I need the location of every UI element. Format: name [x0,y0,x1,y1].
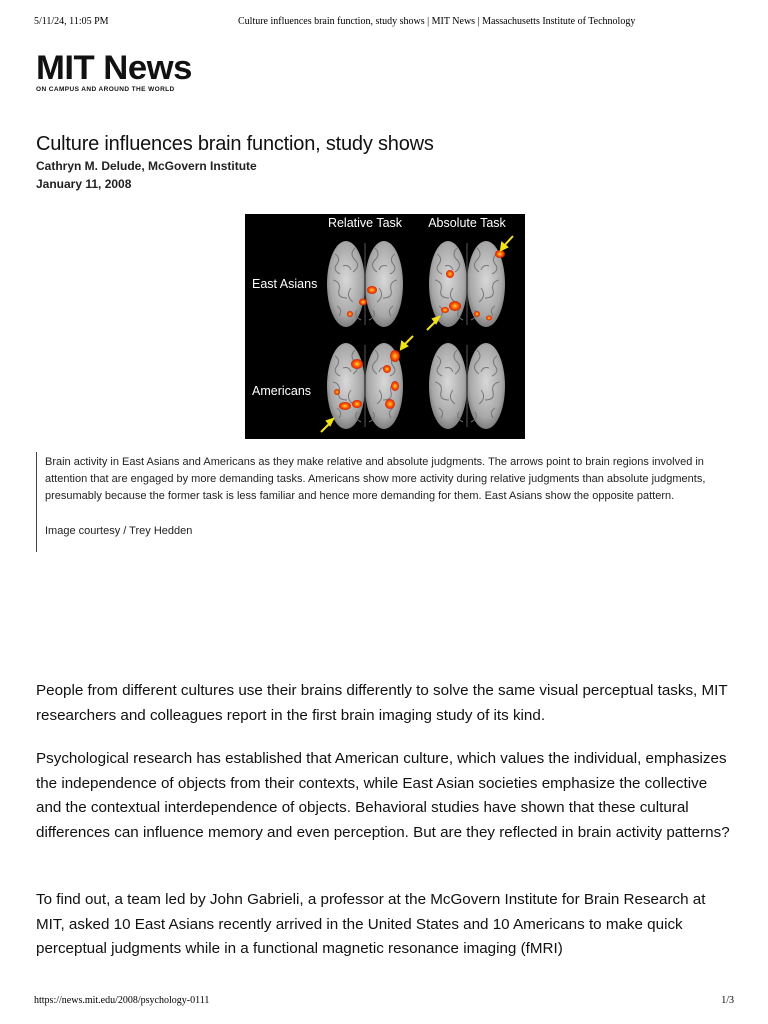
figure-caption: Brain activity in East Asians and Americans as they make relative and absolute judgments. The arrows point to brain regions involved in attention that are engaged by more demanding tasks. Americans show more activity during relative judgments than absolute judgments, presumably because the former task is less familiar and hence more demanding for them. East Asians show the opposite pattern. [45,456,706,502]
article-title: Culture influences brain function, study shows [36,133,434,155]
figure-caption-block [36,452,737,552]
brain-east-asians-relative [327,241,403,327]
brain-activity-figure [245,214,525,439]
print-footer [34,995,734,1009]
mit-news-logo[interactable] [36,49,206,93]
print-header [34,16,734,30]
label-absolute-task: Absolute Task [428,216,506,230]
label-east-asians: East Asians [252,277,318,291]
body-paragraph-1: People from different cultures use their brains differently to solve the same visual perceptual tasks, MIT researchers and colleagues report in the first brain imaging study of its kind. [36,682,728,724]
print-url: https://news.mit.edu/2008/psychology-0111 [34,995,210,1006]
article-byline: Cathryn M. Delude, McGovern Institute [36,159,257,173]
logo-tagline: ON CAMPUS AND AROUND THE WORLD [36,86,175,93]
logo-wordmark: MIT News [36,49,192,87]
article-date: January 11, 2008 [36,177,132,191]
body-paragraph-2: Psychological research has established that American culture, which values the individual, emphasizes the independence of objects from their contexts, while East Asian societies emphasize the collective and the contextual interdependence of objects. Behavioral studies have shown that these cultural differences can influence memory and even perception. But are they reflected in brain activity patterns? [36,750,730,841]
brain-americans-absolute [429,343,505,429]
label-relative-task: Relative Task [327,216,403,230]
print-datetime: 5/11/24, 11:05 PM [34,16,109,27]
brain-americans-relative [327,343,403,429]
print-page-number: 1/3 [721,995,734,1006]
print-page-title: Culture influences brain function, study shows | MIT News | Massachusetts Institute of Technology [238,16,636,27]
image-credit: Image courtesy / Trey Hedden [45,525,193,537]
body-paragraph-3: To find out, a team led by John Gabrieli, a professor at the McGovern Institute for Brain Research at MIT, asked 10 East Asians recently arrived in the United States and 10 Americans to make quick perceptual judgments while in a functional magnetic resonance imaging (fMRI) [36,891,706,957]
label-americans: Americans [252,384,312,398]
brain-east-asians-absolute [429,241,505,327]
